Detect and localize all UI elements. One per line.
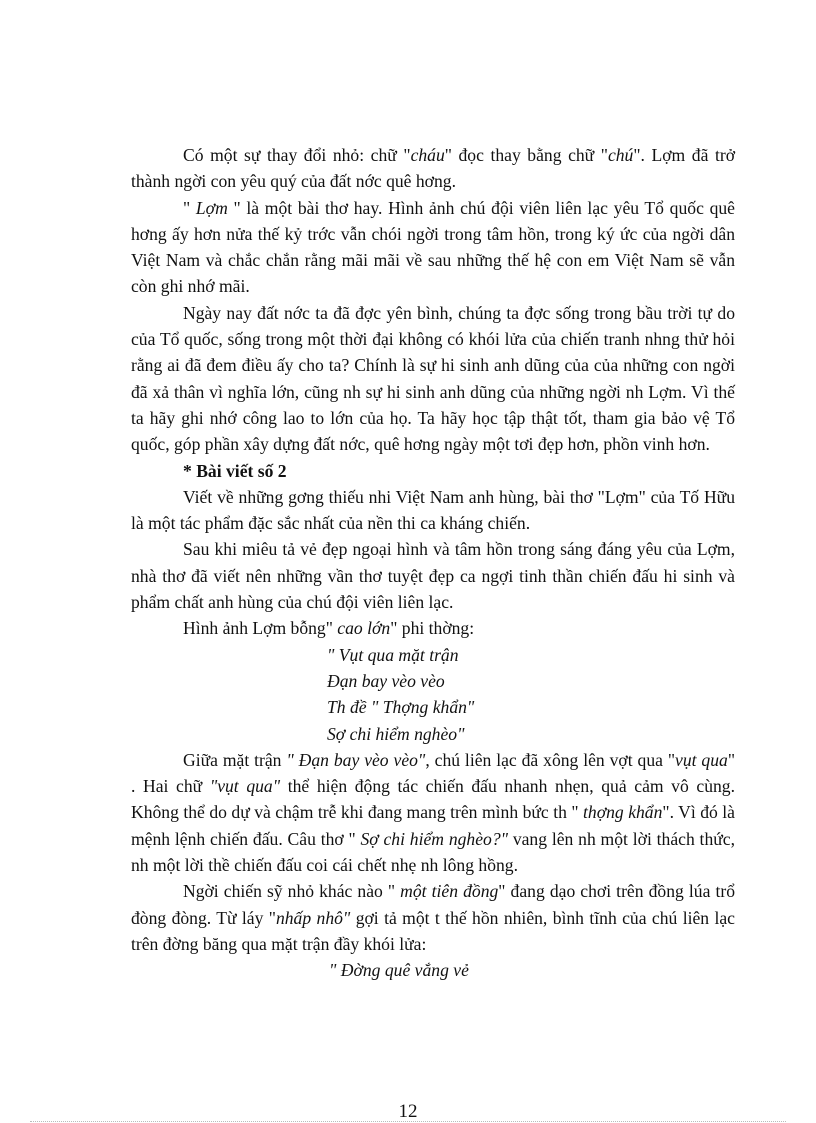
text-run: Ngày nay đất nớc ta đã đợc yên bình, chúng ta đợc sống trong bầu trời tự do của Tổ quốc, sống trong một thời đại không có khói lửa của chiến tranh nhng thử hỏi rằng ai đã đem điều ấy cho ta? Chính là sự hi sinh anh dũng của của những con ngời đã xả thân vì nghĩa lớn, cũng nh sự hi sinh anh dũng của những ngời nh Lợm. Vì thế ta hãy ghi nhớ công lao to lớn của họ. Ta hãy học tập thật tốt, tham gia bảo vệ Tổ quốc, góp phần xây dựng đất nớc, quê hơng ngày một tơi đẹp hơn, phồn vinh hơn. (131, 302, 735, 455)
italic-quote: vụt qua (675, 749, 728, 770)
text-run: Sau khi miêu tả vẻ đẹp ngoại hình và tâm hồn trong sáng đáng yêu của Lợm, nhà thơ đã viết nên những vần thơ tuyệt đẹp ca ngợi tinh thần chiến đấu hi sinh và phẩm chất anh hùng của chú đội viên liên lạc. (131, 539, 735, 613)
paragraph (131, 300, 735, 458)
section-2 (131, 484, 735, 642)
text-run: vang lên nh một lời thách thức, nh một lời thề chiến đấu coi cái chết nhẹ nh lông hồng. (131, 828, 735, 876)
paragraph (131, 536, 735, 615)
italic-quote: một tiên đồng (400, 881, 499, 902)
text-run: " . Hai chữ (131, 749, 735, 797)
text-run: Viết về những gơng thiếu nhi Việt Nam anh hùng, bài thơ "Lợm" của Tố Hữu là một tác phẩm đặc sắc nhất của nền thi ca kháng chiến. (131, 486, 735, 534)
italic-quote: nhấp nhô" (275, 907, 351, 928)
text-run: gợi tả một t thế hồn nhiên, bình tĩnh của chú liên lạc trên đờng băng qua mặt trận đầy khói lửa: (131, 907, 735, 954)
text-run: , chú liên lạc đã xông lên vợt qua " (425, 749, 676, 770)
italic-quote: " Đạn bay vèo vèo" (286, 749, 426, 770)
section-3 (131, 747, 735, 957)
paragraph (131, 878, 735, 957)
body-text (131, 142, 735, 984)
italic-quote: cao lớn (337, 618, 391, 639)
italic-quote: cháu (410, 145, 445, 165)
footer-rule (30, 1121, 786, 1122)
text-run: Có một sự thay đổi nhỏ: chữ " (183, 145, 411, 165)
text-run: thể hiện động tác chiến đấu nhanh nhẹn, quả cảm vô cùng. Không thể do dự và chậm trễ khi đang mang trên mình bức th " (131, 776, 735, 823)
text-run: ". Vì đó là mệnh lệnh chiến đấu. Câu thơ " (131, 802, 735, 849)
text-run: Ngời chiến sỹ nhỏ khác nào " (183, 881, 401, 902)
paragraph (131, 615, 735, 641)
page-number: 12 (398, 1101, 418, 1122)
paragraph (131, 747, 735, 878)
poem-line: Đạn bay vèo vèo (327, 670, 445, 691)
text-run: " đọc thay bằng chữ " (444, 145, 608, 165)
text-run: " là một bài thơ hay. Hình ảnh chú đội viên liên lạc yêu Tổ quốc quê hơng ấy hơn nửa thế kỷ trớc vẫn chói ngời trong tâm hồn, trong ký ức của ngời dân Việt Nam và chắc chắn rằng mãi mãi về sau những thế hệ con em Việt Nam sẽ vẫn còn ghi nhớ mãi. (131, 197, 735, 297)
poem-line: Th đề " Thợng khẩn" (327, 697, 475, 718)
poem-line: Sợ chi hiểm nghèo" (327, 723, 465, 744)
text-run: Giữa mặt trận (183, 749, 287, 770)
poem-line: " Đờng quê vắng vẻ (329, 960, 469, 981)
italic-quote: Sợ chi hiểm nghèo?" (360, 828, 509, 849)
italic-quote: chú (607, 145, 634, 165)
text-run: " (183, 197, 196, 218)
section-heading: * Bài viết số 2 (183, 460, 287, 481)
text-run: " phi thờng: (390, 618, 475, 639)
poem-stanza-2 (131, 957, 735, 983)
italic-quote: "vụt qua" (209, 776, 281, 797)
italic-quote: thợng khẩn (583, 802, 663, 823)
text-run: ". Lợm đã trở thành ngời con yêu quý của đất nớc quê hơng. (131, 145, 736, 192)
paragraph (131, 195, 735, 300)
italic-quote: Lợm (195, 197, 228, 218)
text-run: Hình ảnh Lợm bỗng" (183, 618, 338, 639)
poem-stanza-1 (131, 642, 735, 747)
poem-line: " Vụt qua mặt trận (327, 644, 459, 665)
text-run: " đang dạo chơi trên đồng lúa trổ đòng đòng. Từ láy " (131, 881, 735, 928)
paragraph (131, 484, 735, 537)
paragraph (131, 142, 735, 195)
section-1 (131, 142, 735, 458)
